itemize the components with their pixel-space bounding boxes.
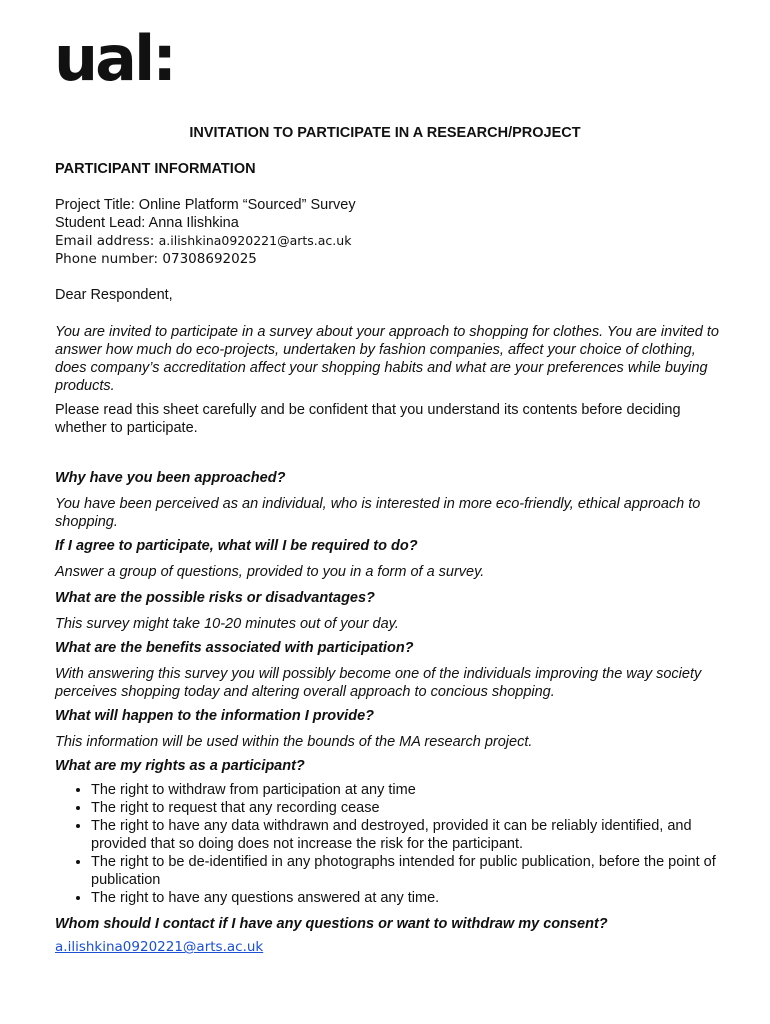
phone-label: Phone number:	[55, 251, 163, 267]
rights-item: • The right to have any questions answered at any time.	[91, 889, 720, 907]
ual-logo: ual:	[54, 22, 175, 95]
phone-value: 07308692025	[162, 251, 257, 267]
question-approached: Why have you been approached?	[55, 470, 286, 486]
email-line	[55, 232, 720, 250]
participant-heading: PARTICIPANT INFORMATION	[55, 161, 256, 177]
student-lead: Student Lead: Anna Ilishkina	[55, 215, 239, 231]
rights-item: • The right to request that any recording cease	[91, 799, 720, 817]
contact-email-link[interactable]: a.ilishkina0920221@arts.ac.uk	[55, 939, 264, 955]
rights-item: • The right to have any data withdrawn and destroyed, provided it can be reliably identified, and provided that so doing does not increase the risk for the participant.	[91, 817, 720, 853]
answer-benefits: With answering this survey you will possibly become one of the individuals improving the way society perceives shopping today and altering overall approach to concious shopping.	[55, 666, 702, 700]
greeting: Dear Respondent,	[55, 287, 173, 303]
contact-heading: Whom should I contact if I have any questions or want to withdraw my consent?	[55, 916, 608, 932]
answer-risks: This survey might take 10-20 minutes out of your day.	[55, 616, 399, 632]
rights-heading: What are my rights as a participant?	[55, 758, 305, 774]
question-information: What will happen to the information I provide?	[55, 708, 374, 724]
answer-approached: You have been perceived as an individual, who is interested in more eco-friendly, ethical approach to shopping.	[55, 496, 701, 530]
intro-plain: Please read this sheet carefully and be confident that you understand its contents before deciding whether to participate.	[55, 402, 681, 436]
page-title: INVITATION TO PARTICIPATE IN A RESEARCH/PROJECT	[189, 125, 581, 141]
phone-line	[55, 250, 720, 268]
document-body	[55, 160, 720, 956]
rights-item: • The right to be de-identified in any photographs intended for public publication, before the point of publication	[91, 853, 720, 889]
rights-item: • The right to withdraw from participation at any time	[91, 781, 720, 799]
email-label: Email address:	[55, 233, 159, 249]
email-value: a.ilishkina0920221@arts.ac.uk	[158, 233, 352, 248]
question-benefits: What are the benefits associated with participation?	[55, 640, 414, 656]
answer-information: This information will be used within the bounds of the MA research project.	[55, 734, 533, 750]
intro-italic: You are invited to participate in a survey about your approach to shopping for clothes. You are invited to answer how much do eco-projects, undertaken by fashion companies, affect your choice of clothing, does company’s accreditation affect your shopping habits and what are your preferences while buying products.	[55, 324, 719, 394]
project-title: Project Title: Online Platform “Sourced” Survey	[55, 197, 356, 213]
question-risks: What are the possible risks or disadvantages?	[55, 590, 375, 606]
question-required: If I agree to participate, what will I be required to do?	[55, 538, 418, 554]
answer-required: Answer a group of questions, provided to you in a form of a survey.	[55, 564, 485, 580]
rights-list	[55, 781, 720, 907]
